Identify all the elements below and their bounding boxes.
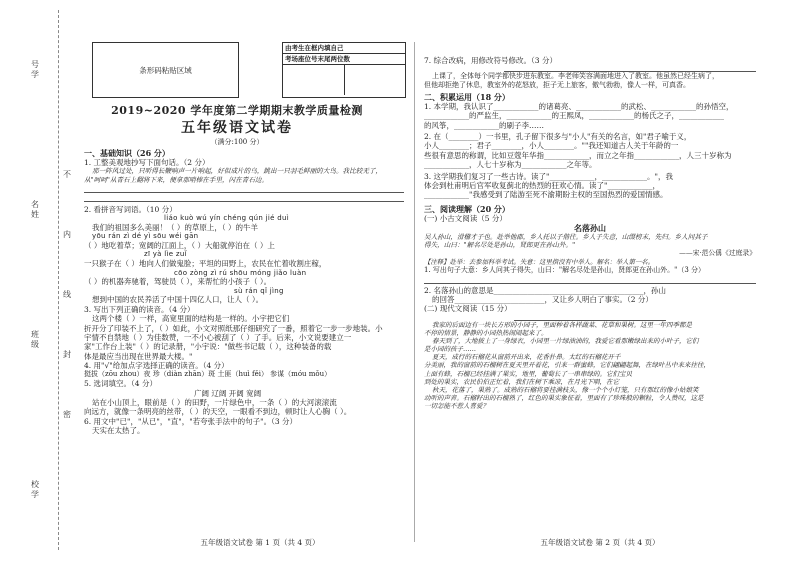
essay-line-8: 到处的果实，农民伯伯正忙着，我们在树下乘凉，在月光下唱，在它 [424,377,619,386]
r1b: ____________的严监生，____________的王熙凤，____________的杨氏之子，____________ [424,111,724,121]
section-3-heading: 三、阅读理解（20 分） [424,203,510,214]
barcode-label: 条形码粘贴区域 [139,66,192,75]
essay-line-4: 是小园的孩子…… [424,345,476,354]
q4: 4. 用"√"给加点字选择正确的读音。（4 分） [84,361,229,371]
q2-line-1: 我们的祖国多么美丽！（ ）的草原上，（ ）的牛羊 [92,222,259,232]
footer-page-2: 五年级语文试卷 第 2 页（共 4 页） [540,538,660,547]
sidebar-label-name: 名姓 [31,200,39,219]
poem-title: 名落孙山 [574,223,606,233]
sidebar-label-seal: 封 [63,350,71,359]
r2d: ____________，人七十岁称为____________之年等。 [424,160,597,170]
seat-number-box [282,42,406,98]
r1: 1. 本学期，我认识了____________的诸葛亮、____________的武松、____________的孙悟空， [424,101,734,111]
q1-text-2: 从"呵呵"从青石上翻将下来，便拿那哨棒在手里，闪在青石边。 [84,175,269,184]
essay-line-7: 上面有蜂，石榴已经挂满了果实，地里，葡萄长了一串串绿的。它们宝贝 [424,369,632,378]
sidebar-label-inside: 内 [63,230,71,239]
section-1-heading: 一、基础知识（26 分） [84,148,170,158]
essay-line-11: 一切怎能不惹人喜爱？ [424,402,489,411]
score-label: （满分:100 分） [210,138,264,146]
q5-line-1: 站在小山顶上，眼前是（ ）的田野，一片绿色中，一条（ ）的大河滚滚流 [92,397,337,407]
q2-pinyin-2: yōu rán zì dé yì sōu wéi gān [92,232,199,241]
q7-line-2: 但他却拒绝了休息，教室外的花怒放，拒子无上旅客，傲气勃勃，像人一样，可真香。 [424,81,690,90]
essay-line-10: 动听的声音。石榴籽出的石榴熟了，红色的果实象征着，里面有了珍珠般的颗粒，令人赞叹，这是 [424,393,704,402]
essay-line-1: 我家的后面边有一块长方形的小园子，里面种着各样蔬菜、花草和果树。这里一年四季都是 [432,320,692,329]
q2-pinyin-4: cōo zòng zì rú shōu móng jiǎo luàn [174,268,307,277]
q7: 7. 综合改病，用修改符号修改。（3 分） [424,56,557,65]
q2-pinyin-5: sù rán qǐ jìng [234,286,284,295]
sidebar-label-secret: 密 [63,410,71,419]
poem-line-2: 得失，山曰："解名尽处是孙山，贤郎更在孙山外。" [424,241,576,250]
r1c: 的风筝，____________的刷子李…… [424,120,544,130]
poem-source: ——宋·范公偁《过庭录》 [679,249,756,258]
center-divider [414,42,415,542]
year-title: 2019~2020 学年度第二学期期末教学质量检测 [111,104,363,117]
q5-line-2: 向远方，就像一条明亮的丝带，（ ）的天空，一眼看不到边，顿时让人心胸（ ）。 [84,407,352,417]
essay-line-5: 夏天，成行的石榴花从窗前开出来，花香扑鼻。太红的石榴花开千 [432,353,621,362]
r3c: ____________"我感受到了陆游至死不渝期盼主权的至国热烈的爱国情感。 [424,190,668,200]
q2-pinyin-3: zī yà lìe zuǐ [144,250,187,259]
q5-words: 广阔 辽阔 开阔 宽阔 [194,388,262,398]
q3-line-3: 宇情不自禁地（ ）为佳数赞，一不小心被刮了（ ）了手。后来，小文说要建立一 [84,332,352,342]
sidebar-label-line: 线 [63,290,71,299]
r2c: 些很有意思的称谓，比如豆蔻年华指____________，而立之年指____________，人三十岁称为 [424,150,732,160]
footer-page-1: 五年级语文试卷 第 1 页（共 4 页） [200,538,320,547]
q2-line-2: （ ）地吃着草；宽阔的江面上，（ ）大船就停泊在（ ）上 [84,241,275,251]
r3b: 体会到杜甫明后官军收复蓟北的热烈的狂欢心情。读了"____________， [424,180,660,190]
q4-line-1: 挺拔（zōu zhou）夜 珍（diàn zhān）斑 土匪（huì fěi） 参谋（móu mǒu） [84,370,332,379]
right-column [424,56,756,410]
q6: 6. 用文中"已"，"从已"，"直"，"若夸张手法中的句子"。（3 分） [84,416,298,426]
sub-heading-2: (二) 现代文阅读（15 分） [424,304,512,314]
barcode-area [92,42,239,98]
q3: 3. 写出下列正确的读音。（4 分） [84,304,195,314]
q2-line-5: 想到中国的农民养活了中国十四亿人口，让人（ ）。 [92,295,264,305]
q2-pinyin-1: liáo kuò wú yín chéng qún jié duì [164,214,289,223]
essay-line-9: 秋天，花落了，果熟了。成熟的石榴将要挂满枝头，像一个个小灯笼，只有那红的像小姑娘笑 [432,385,699,394]
r2: 2. 在（________）一书里，孔子留下很多与"小人"有关的名言，如"君子喻于义， [424,132,692,141]
sidebar-label-school: 校学 [31,480,39,499]
q6-line-1: 天实在太热了。 [92,426,145,436]
sub-heading-1: (一) 小古文阅读（5 分） [424,213,507,223]
sidebar-label-id: 号学 [31,60,39,79]
q1: 1. 工整美观地抄写下面句话。（2 分） [84,158,210,167]
section-2-heading: 二、积累运用（18 分） [424,91,510,102]
q1-text-1: 那一阵风过处，只听得长鞭响声一片响起，好似成片的乌，跳出一只羽毛鲜丽的大鸟。我比较无了， [92,167,383,176]
r3: 3. 这学期我们复习了一些古诗。读了"____________，____________。"，我 [424,171,673,181]
sidebar-label-class: 班级 [31,330,39,349]
qa2b: 的回答________________________，又让乡人明白了事实。（2 分） [432,295,653,305]
binding-line [58,10,59,550]
q3-line-2: 折开分了印装不上了，（ ）如此，小文对照纸那仔细研究了一番，照着它一步一步地装。小 [84,323,383,333]
qa1: 1. 写出句子大意：乡人问其子得失，山曰："解名尽处是孙山，贤郎更在孙山外。"（3 分） [424,265,706,274]
q2: 2. 看拼音写词语。（10 分） [84,204,177,214]
qa2: 2. 名落孙山的意思是________________________________________，孙山 [424,285,667,295]
seat-notice-2: 考场座位号末尾两位数 [283,54,405,65]
q3-line-1: 这两个楼（ ）一样，高宽里面的结构是一样的。小宇把它们 [92,314,290,324]
poem-line-1: 吴人孙山，滑稽才子也。赴举他郡，乡人托以子偕往。乡人子失意，山缀榜末，先归。乡人问其子 [424,233,708,241]
q7-line-1: 上课了，全体每个同学都快步进东教室。李老师笑容满面地进入了教室。他虽然已经生病了， [432,72,719,81]
sidebar-label-not: 不 [63,170,71,179]
essay-line-2: 不停的情景，静静的小园热热闹闹起来了。 [424,328,548,337]
q3-line-5: 体是最应当出现在世界最大楼。" [84,351,193,361]
q2-line-4: （ ）的机器奔驰着，驾驶员（ ），来帮忙的小孩子（ ）。 [84,277,272,287]
seat-notice-1: 由考生在框内填自己 [283,43,405,54]
left-column [84,148,404,435]
q3-line-4: 家"工作台上装"（ ）的记录册，"小宇说："做些书记载（ ），这种装备的载 [84,342,332,352]
r2b: 小人________；君子________，小人________。""我还知道古人关于年龄的一 [424,141,679,151]
exam-title: 五年级语文试卷 [181,120,293,136]
essay-line-6: 分美丽，我的窗前的石榴树在夏天里开着花，引来一群蜜蜂，它们翩翩起舞，在绿叶丛中来来往往， [424,361,710,370]
essay-line-3: 春天到了，大地披上了一身绿衣，小园里一片绿油油的，我爱它看那嫩绿出来的小叶子，它们 [432,337,699,346]
poem-note: 【注释】赴举：去参加科举考试。失意：这里指没有中举人。解名：举人第一名。 [424,257,655,266]
q2-line-3: 一只猴子在（ ）地向人们做鬼脸；平坦的田野上，农民在忙着收割庄稼， [84,259,327,269]
q5: 5. 选词填空。（4 分） [84,379,157,389]
